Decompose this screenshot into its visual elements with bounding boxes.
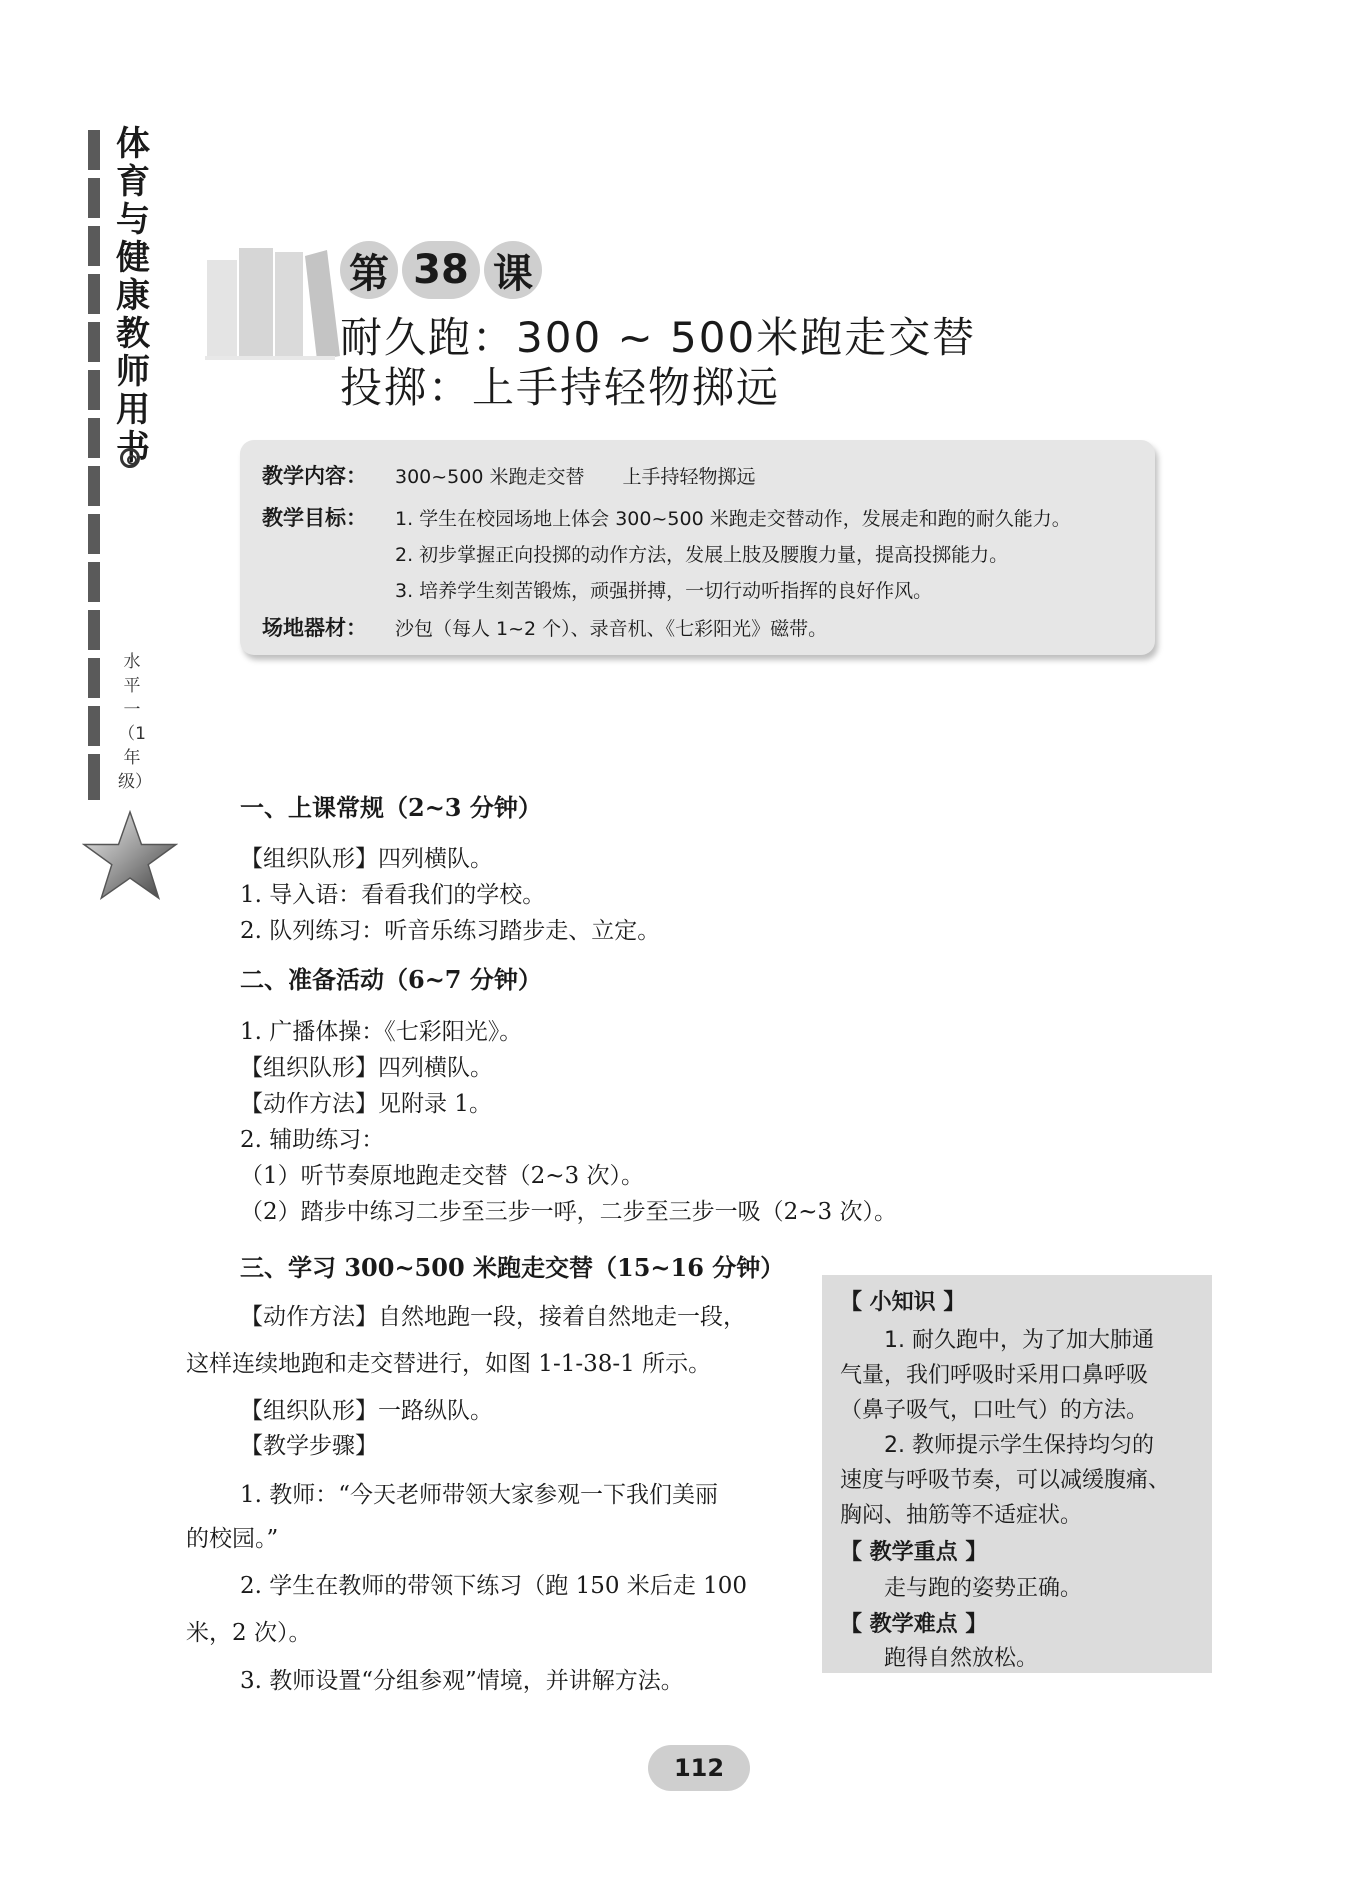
body-line: 【教学步骤】	[240, 1433, 378, 1459]
body-line: 【组织队形】一路纵队。	[240, 1398, 493, 1424]
equipment-row	[262, 612, 367, 642]
tips-line: 1. 耐久跑中，为了加大肺通	[884, 1328, 1154, 1353]
tips-line: （鼻子吸气，口吐气）的方法。	[840, 1398, 1149, 1423]
difficulty-heading: 【 教学难点 】	[840, 1612, 988, 1637]
key-point-text: 走与跑的姿势正确。	[884, 1576, 1083, 1601]
books-icon	[205, 238, 340, 360]
body-line: 2. 队列练习：听音乐练习踏步走、立定。	[240, 918, 661, 944]
spine-bar	[88, 226, 100, 266]
bullseye-icon	[120, 448, 140, 468]
body-line: 1. 导入语：看看我们的学校。	[240, 882, 546, 908]
spine-bar	[88, 178, 100, 218]
equipment-label: 场地器材：	[262, 616, 367, 640]
body-line: 【动作方法】自然地跑一段，接着自然地走一段，	[240, 1304, 746, 1330]
difficulty-text: 跑得自然放松。	[884, 1646, 1039, 1671]
goal-item: 3. 培养学生刻苦锻炼，顽强拼搏，一切行动听指挥的良好作风。	[395, 580, 933, 602]
lesson-prefix: 第	[340, 241, 398, 299]
tips-sidebar	[822, 1275, 1212, 1673]
spine-bar	[88, 658, 100, 698]
content-label: 教学内容：	[262, 464, 367, 488]
lesson-info-box	[240, 440, 1155, 655]
goal-row	[262, 502, 367, 532]
section-heading: 一、上课常规（2~3 分钟）	[240, 793, 542, 822]
body-line: 3. 教师设置“分组参观”情境，并讲解方法。	[240, 1668, 684, 1694]
tips-line: 胸闷、抽筋等不适症状。	[840, 1503, 1083, 1528]
body-line: 【动作方法】见附录 1。	[240, 1091, 492, 1117]
page-number: 112	[648, 1745, 750, 1791]
goal-item: 1. 学生在校园场地上体会 300~500 米跑走交替动作，发展走和跑的耐久能力。	[395, 508, 1071, 530]
body-line: 米，2 次）。	[186, 1620, 312, 1646]
section-heading: 三、学习 300~500 米跑走交替（15~16 分钟）	[240, 1253, 785, 1282]
body-line: 这样连续地跑和走交替进行，如图 1-1-38-1 所示。	[186, 1351, 712, 1377]
body-line: 【组织队形】四列横队。	[240, 1055, 493, 1081]
body-line: （2）踏步中练习二步至三步一呼，二步至三步一吸（2~3 次）。	[240, 1199, 897, 1225]
lesson-number: 38	[402, 241, 480, 299]
spine-bar	[88, 418, 100, 458]
body-line: 【组织队形】四列横队。	[240, 846, 493, 872]
spine-bar	[88, 610, 100, 650]
spine-bar	[88, 514, 100, 554]
spine-bar	[88, 370, 100, 410]
content-value: 300~500 米跑走交替 上手持轻物掷远	[395, 466, 756, 488]
tips-heading: 【 小知识 】	[840, 1290, 966, 1315]
lesson-title-line2: 投掷：上手持轻物掷远	[340, 363, 781, 412]
spine-bar	[88, 754, 100, 800]
spine-bar	[88, 706, 100, 746]
tips-line: 2. 教师提示学生保持均匀的	[884, 1433, 1154, 1458]
grade-level: 水平一（1年级）	[118, 652, 152, 792]
star-icon	[82, 810, 178, 902]
equipment-value: 沙包（每人 1~2 个）、录音机、《七彩阳光》磁带。	[395, 618, 828, 640]
body-line: 2. 辅助练习：	[240, 1127, 385, 1153]
goal-item: 2. 初步掌握正向投掷的动作方法，发展上肢及腰腹力量，提高投掷能力。	[395, 544, 1009, 566]
content-row	[262, 460, 367, 490]
lesson-suffix: 课	[484, 241, 542, 299]
body-line: 1. 教师：“今天老师带领大家参观一下我们美丽	[240, 1482, 719, 1508]
body-line: 2. 学生在教师的带领下练习（跑 150 米后走 100	[240, 1573, 747, 1599]
key-point-heading: 【 教学重点 】	[840, 1540, 988, 1565]
lesson-badge	[340, 240, 546, 300]
spine-bar	[88, 466, 100, 506]
lesson-title-line1: 耐久跑：300 ~ 500米跑走交替	[340, 313, 977, 362]
book-title: 体育与健康教师用书	[116, 124, 150, 468]
tips-line: 速度与呼吸节奏，可以减缓腹痛、	[840, 1468, 1171, 1493]
section-heading: 二、准备活动（6~7 分钟）	[240, 965, 542, 994]
goal-label: 教学目标：	[262, 506, 367, 530]
body-line: 的校园。”	[186, 1526, 279, 1552]
spine-bar	[88, 562, 100, 602]
spine-bar	[88, 274, 100, 314]
spine-bar	[88, 322, 100, 362]
body-line: 1. 广播体操：《七彩阳光》。	[240, 1019, 523, 1045]
body-line: （1）听节奏原地跑走交替（2~3 次）。	[240, 1163, 644, 1189]
tips-line: 气量，我们呼吸时采用口鼻呼吸	[840, 1363, 1149, 1388]
spine-bars	[88, 130, 100, 800]
spine-bar	[88, 130, 100, 170]
